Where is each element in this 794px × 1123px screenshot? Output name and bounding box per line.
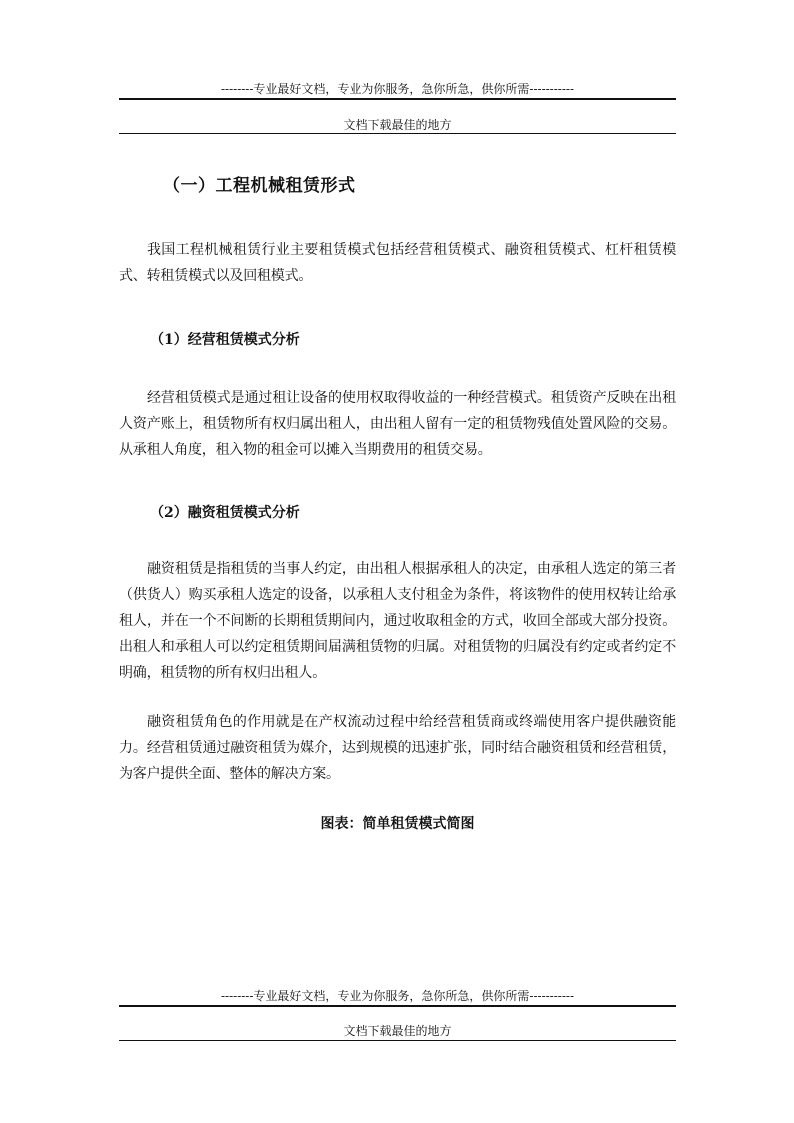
footer-site-name: 文档下载最佳的地方 xyxy=(343,1024,452,1038)
finance-lease-paragraph-2: 融资租赁角色的作用就是在产权流动过程中给经营租赁商或终端使用客户提供融资能力。经营租赁通过融资租赁为媒介，达到规模的迅速扩张，同时结合融资租赁和经营租赁，为客户提供全面、整体的解决方案。 xyxy=(119,714,676,782)
intro-paragraph: 我国工程机械租赁行业主要租赁模式包括经营租赁模式、融资租赁模式、杠杆租赁模式、转租赁模式以及回租模式。 xyxy=(119,242,676,284)
header-rule-top xyxy=(119,98,676,100)
finance-lease-paragraph-1: 融资租赁是指租赁的当事人约定，由出租人根据承租人的决定，由承租人选定的第三者（供货人）购买承租人选定的设备，以承租人支付租金为条件，将该物件的使用权转让给承租人，并在一个不间断的长期租赁期间内，通过收取租金的方式，收回全部或大部分投资。出租人和承租人可以约定租赁期间届满租赁物的归属。对租赁物的归属没有约定或者约定不明确，租赁物的所有权归出租人。 xyxy=(119,561,676,681)
subsection-title-finance-lease: （2）融资租赁模式分析 xyxy=(150,505,300,521)
footer-slogan: --------专业最好文档，专业为你服务，急你所急，供你所需----------- xyxy=(220,989,575,1003)
figure-caption: 图表：简单租赁模式简图 xyxy=(320,816,475,832)
subsection-title-operating-lease: （1）经营租赁模式分析 xyxy=(150,332,300,348)
footer-rule-bottom xyxy=(119,1040,676,1041)
section-title: （一）工程机械租赁形式 xyxy=(163,176,356,196)
operating-lease-paragraph: 经营租赁模式是通过租让设备的使用权取得收益的一种经营模式。租赁资产反映在出租人资产账上，租赁物所有权归属出租人，由出租人留有一定的租赁物残值处置风险的交易。从承租人角度，租入物的租金可以摊入当期费用的租赁交易。 xyxy=(119,390,676,458)
header-rule-bottom xyxy=(119,133,676,134)
header-site-name: 文档下载最佳的地方 xyxy=(343,118,452,132)
header-slogan: --------专业最好文档，专业为你服务，急你所急，供你所需----------- xyxy=(220,82,575,96)
footer-rule-top xyxy=(119,1005,676,1007)
